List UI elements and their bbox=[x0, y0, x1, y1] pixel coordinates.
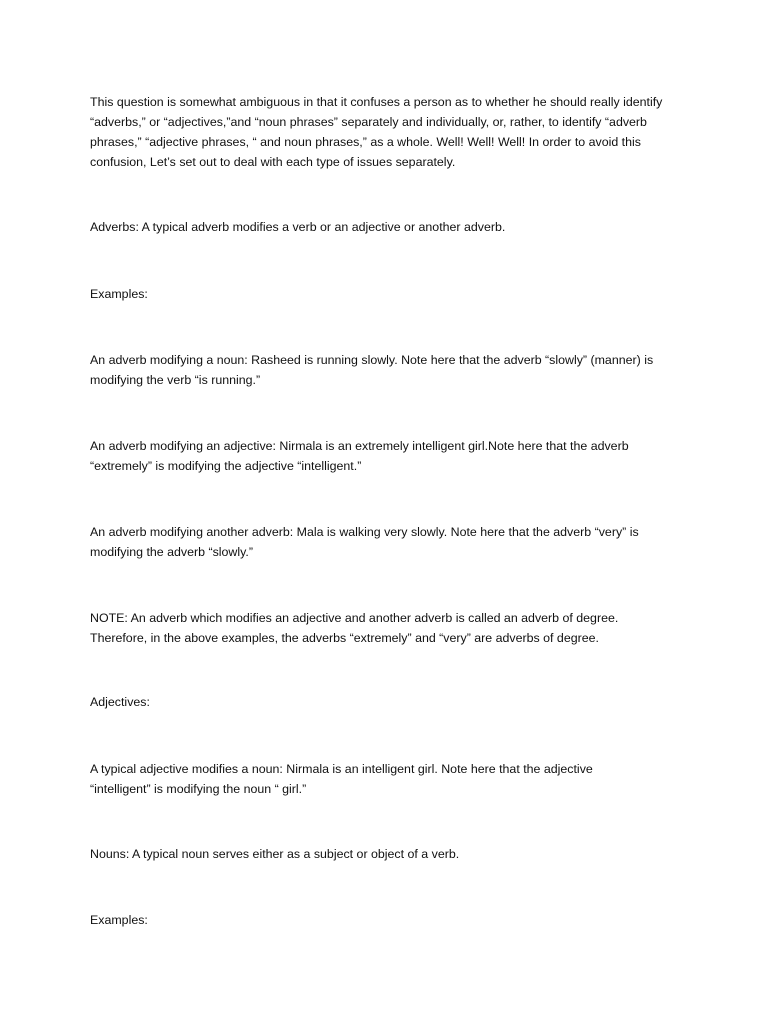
adjective-example: A typical adjective modifies a noun: Nirmala is an intelligent girl. Note here that the adjective “intelligent” is modifying the noun “ girl.” bbox=[90, 762, 593, 796]
nouns-definition: Nouns: A typical noun serves either as a subject or object of a verb. bbox=[90, 847, 460, 861]
adverb-adjective-example: An adverb modifying an adjective: Nirmala is an extremely intelligent girl.Note here that the adverb “extremely” is modifying the adjective “intelligent.” bbox=[90, 439, 629, 473]
adverb-adverb-example: An adverb modifying another adverb: Mala is walking very slowly. Note here that the adverb “very” is modifying the adverb “slowly.” bbox=[90, 525, 639, 559]
adverb-noun-example: An adverb modifying a noun: Rasheed is running slowly. Note here that the adverb “slowly” (manner) is modifying the verb “is running.” bbox=[90, 353, 654, 387]
examples-heading: Examples: bbox=[90, 287, 148, 301]
adjectives-heading: Adjectives: bbox=[90, 695, 150, 709]
adverbs-definition: Adverbs: A typical adverb modifies a verb or an adjective or another adverb. bbox=[90, 220, 506, 234]
intro-paragraph: This question is somewhat ambiguous in that it confuses a person as to whether he should really identify “adverbs,” or “adjectives,”and “noun phrases” separately and individually, or, rather, to identify “adverb phrases,” “adjective phrases, “ and noun phrases,” as a whole. Well! Well! Well! In order to avoid this confusion, Let’s set out to deal with each type of issues separately. bbox=[90, 95, 663, 169]
note-paragraph: NOTE: An adverb which modifies an adjective and another adverb is called an adverb of degree. Therefore, in the above examples, the adverbs “extremely” and “very” are adverbs of degree. bbox=[90, 611, 619, 645]
examples-heading-2: Examples: bbox=[90, 913, 148, 927]
